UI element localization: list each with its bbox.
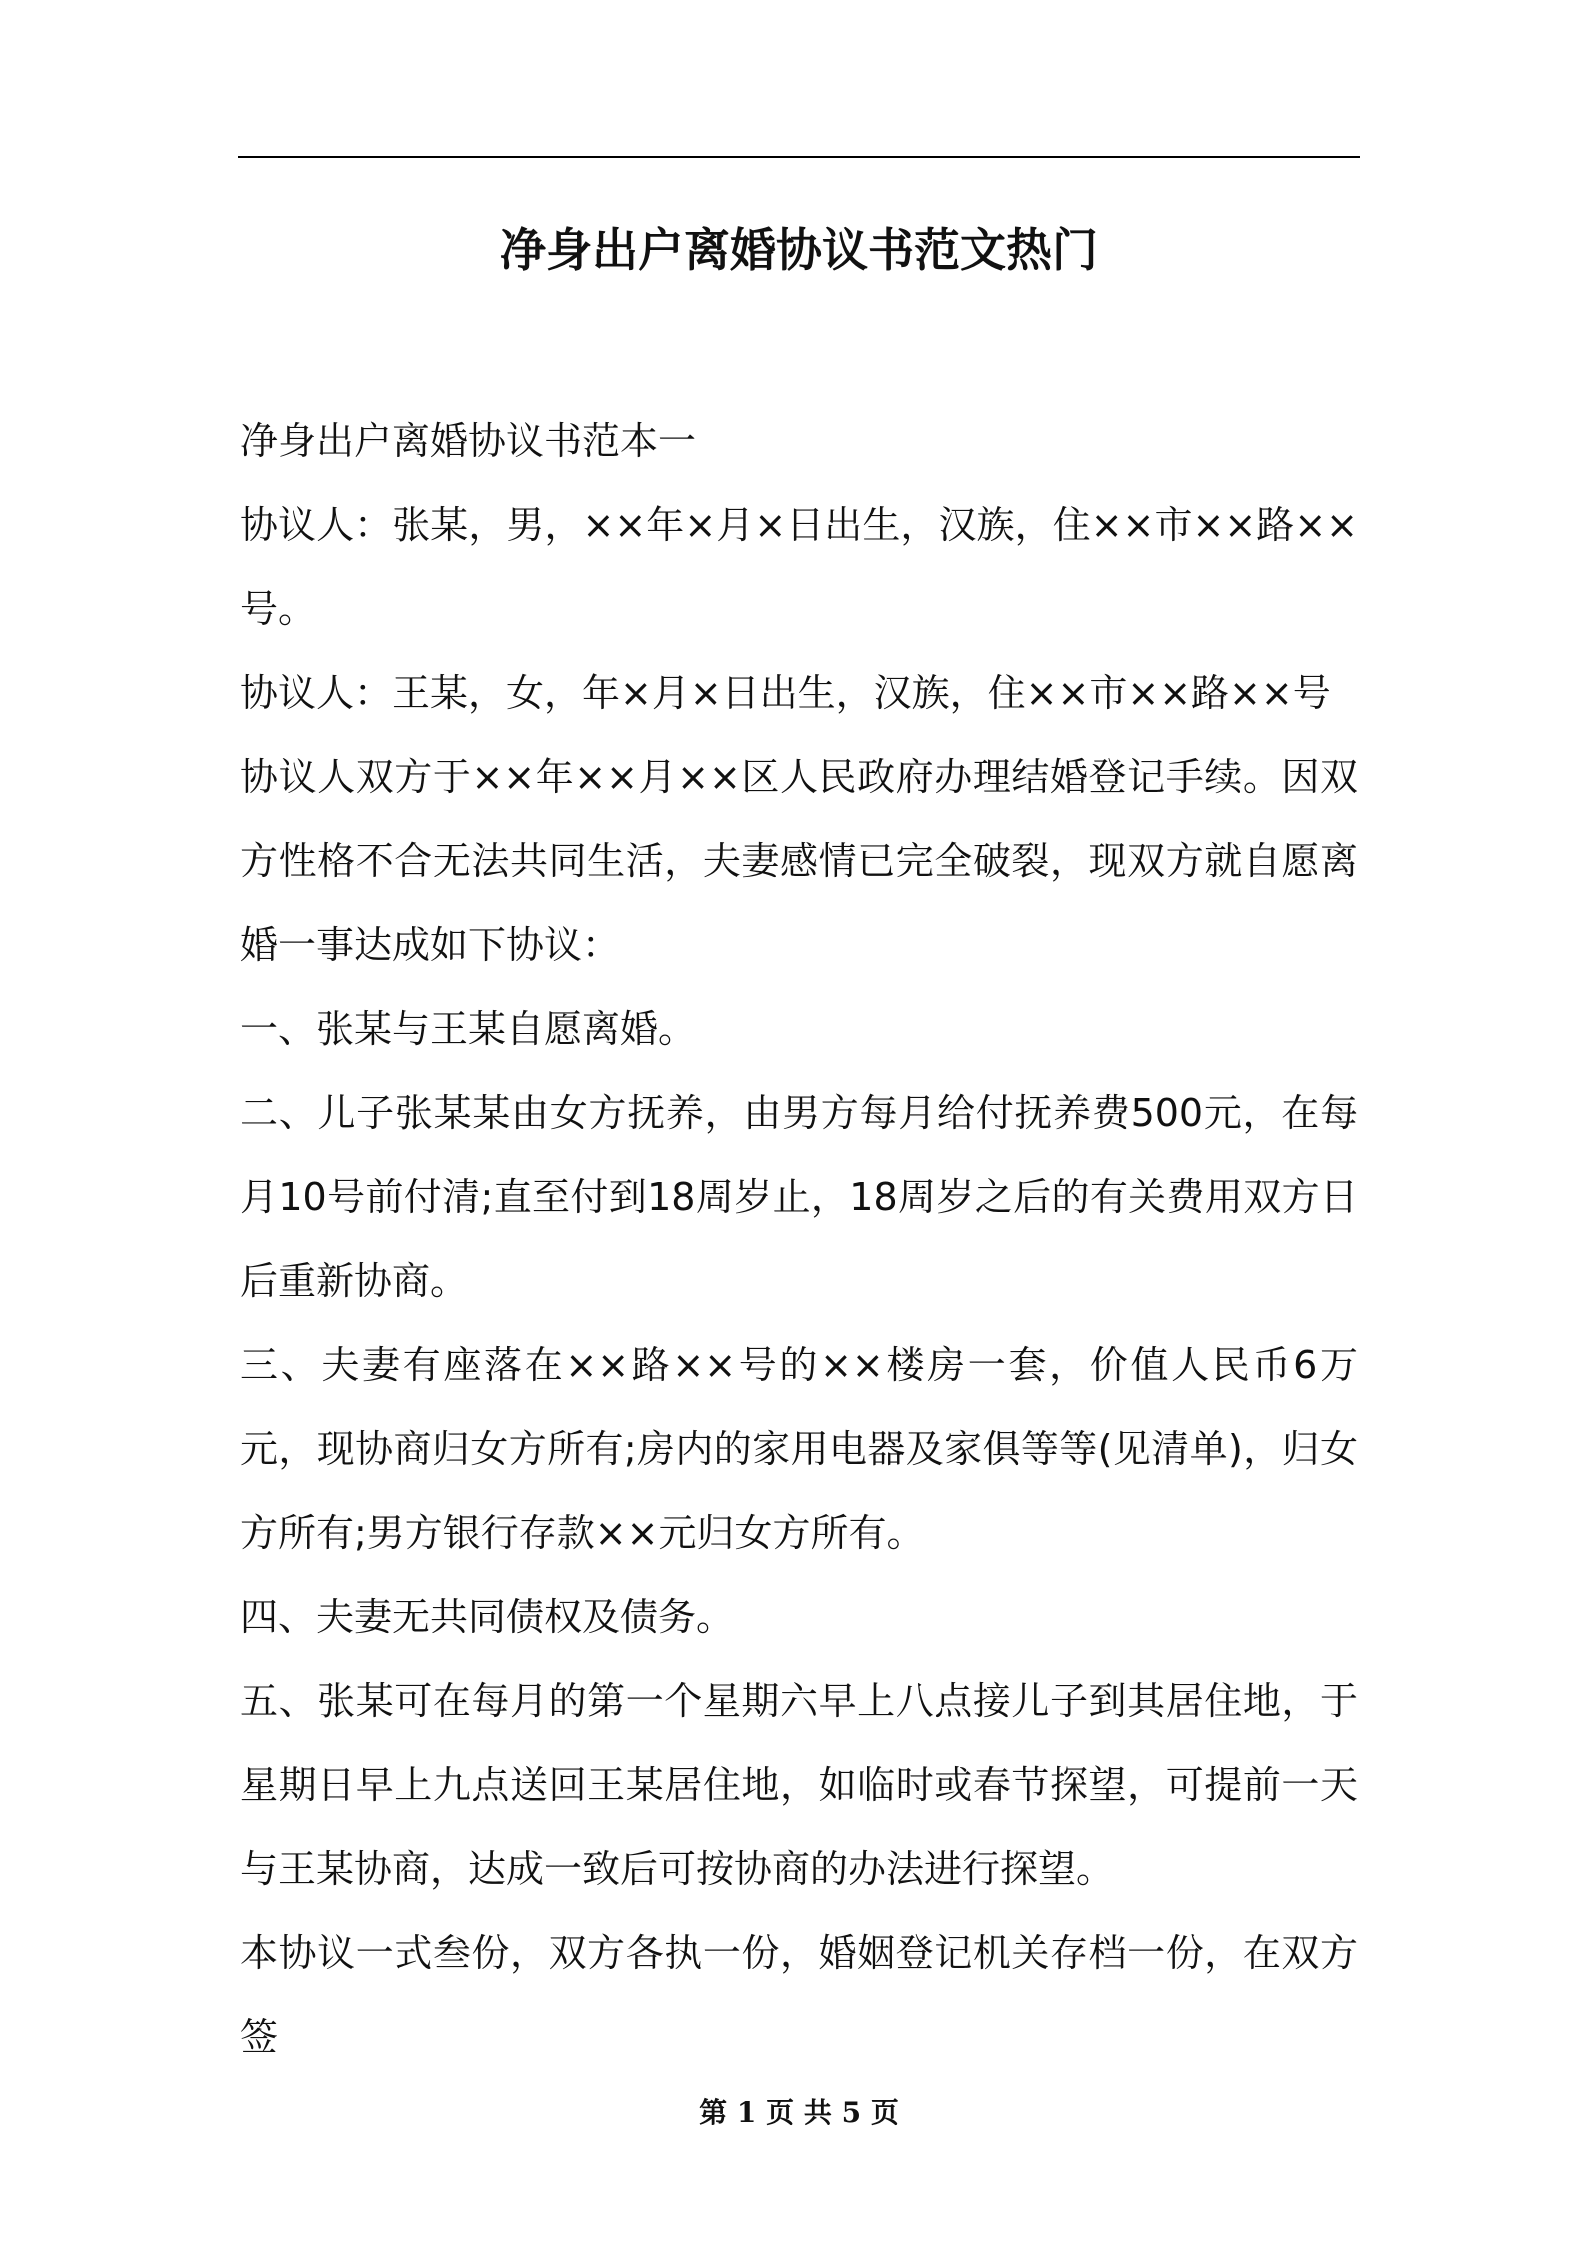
document-body [240, 399, 1358, 2079]
paragraph-party-female: 协议人：王某，女，年×月×日出生，汉族，住××市××路××号 [240, 671, 1331, 715]
clause-4: 四、夫妻无共同债权及债务。 [240, 1595, 735, 1639]
paragraph-preamble: 协议人双方于××年××月××区人民政府办理结婚登记手续。因双方性格不合无法共同生活，夫妻感情已完全破裂，现双方就自愿离婚一事达成如下协议： [240, 755, 1358, 967]
clause-5: 五、张某可在每月的第一个星期六早上八点接儿子到其居住地，于星期日早上九点送回王某居住地，如临时或春节探望，可提前一天与王某协商，达成一致后可按协商的办法进行探望。 [240, 1679, 1358, 1891]
section-heading: 净身出户离婚协议书范本一 [240, 419, 697, 463]
page-number: 第 1 页 共 5 页 [699, 2096, 899, 2129]
closing-paragraph: 本协议一式叁份，双方各执一份，婚姻登记机关存档一份，在双方签 [240, 1931, 1358, 2059]
paragraph-party-male: 协议人：张某，男，××年×月×日出生，汉族，住××市××路××号。 [240, 503, 1358, 631]
document-title: 净身出户离婚协议书范文热门 [500, 223, 1098, 277]
clause-3: 三、夫妻有座落在××路××号的××楼房一套，价值人民币6万元，现协商归女方所有;房内的家用电器及家俱等等(见清单)，归女方所有;男方银行存款××元归女方所有。 [240, 1343, 1358, 1555]
clause-1: 一、张某与王某自愿离婚。 [240, 1007, 697, 1051]
header-rule [238, 156, 1360, 158]
clause-2: 二、儿子张某某由女方抚养，由男方每月给付抚养费500元，在每月10号前付清;直至付到18周岁止，18周岁之后的有关费用双方日后重新协商。 [240, 1091, 1358, 1303]
